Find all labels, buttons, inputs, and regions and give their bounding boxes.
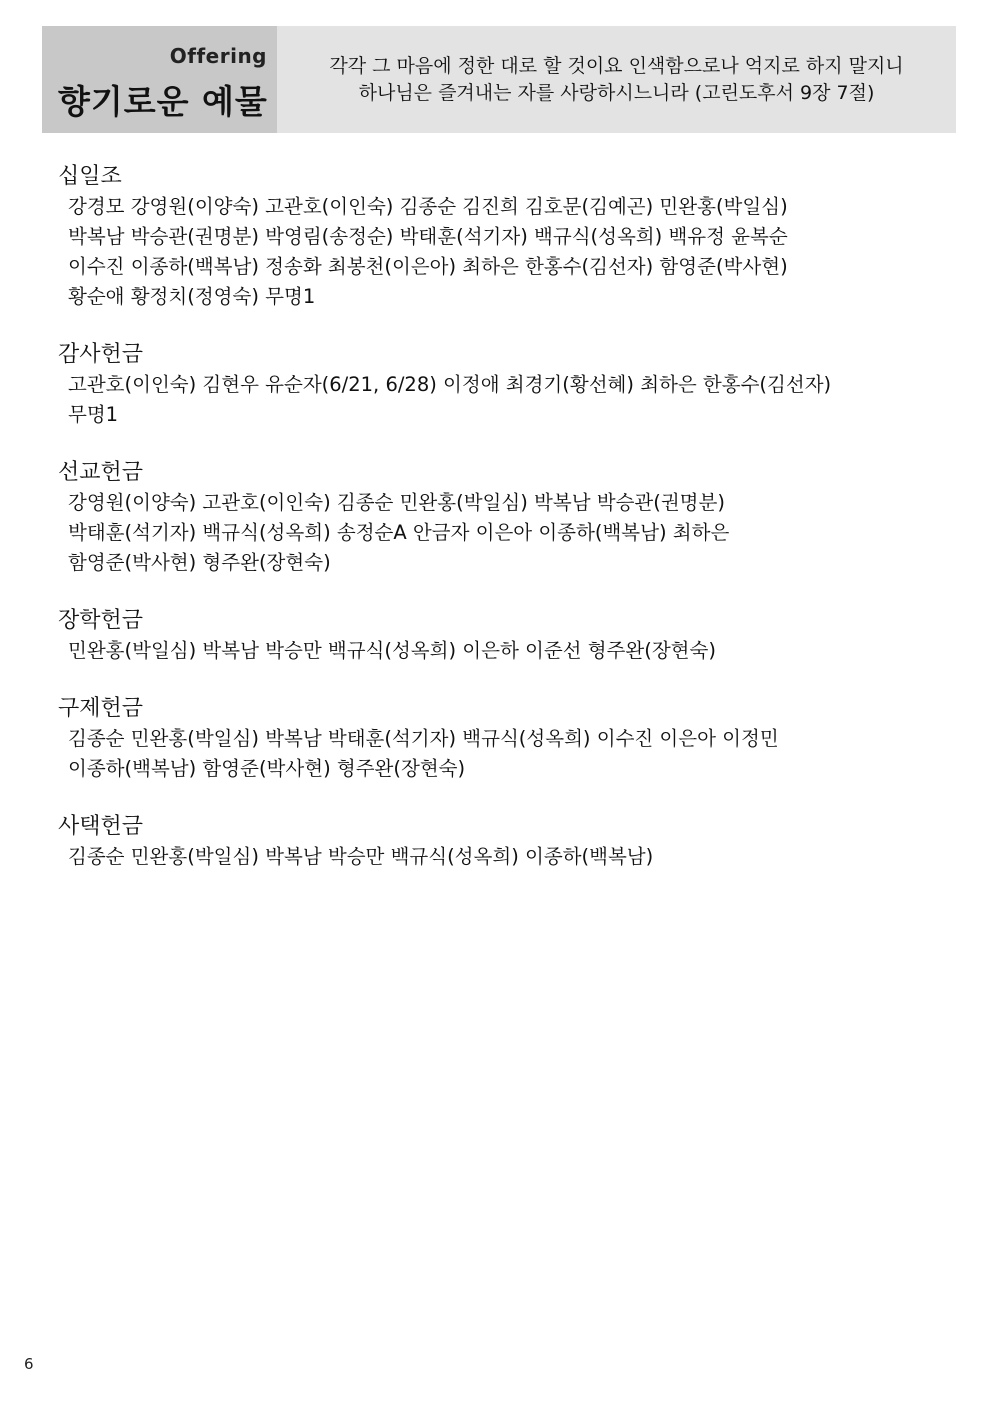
section-relief	[58, 694, 938, 784]
name-line: 함영준(박사현) 형주완(장현숙)	[68, 551, 331, 574]
name-line: 강경모 강영원(이양숙) 고관호(이인숙) 김종순 김진희 김호문(김예곤) 민완홍(박일심)	[68, 195, 788, 218]
name-line: 김종순 민완홍(박일심) 박복남 박승만 백규식(성옥희) 이종하(백복남)	[68, 845, 654, 868]
name-line: 강영원(이양숙) 고관호(이인숙) 김종순 민완홍(박일심) 박복남 박승관(권명분)	[68, 491, 725, 514]
name-line: 이수진 이종하(백복남) 정송화 최봉천(이은아) 최하은 한홍수(김선자) 함영준(박사현)	[68, 255, 788, 278]
section-thanksgiving	[58, 340, 938, 430]
name-line: 황순애 황정치(정영숙) 무명1	[68, 285, 316, 308]
name-line: 박태훈(석기자) 백규식(성옥희) 송정순A 안금자 이은아 이종하(백복남) 최하은	[68, 521, 730, 544]
header-subtitle: Offering	[169, 44, 267, 68]
name-line: 이종하(백복남) 함영준(박사현) 형주완(장현숙)	[68, 757, 466, 780]
section-title: 장학헌금	[58, 608, 144, 633]
offering-list	[58, 162, 938, 900]
section-scholarship	[58, 606, 938, 666]
page-number: 6	[24, 1355, 34, 1373]
verse-line: 하나님은 즐겨내는 자를 사랑하시느니라 (고린도후서 9장 7절)	[358, 81, 875, 104]
verse-line: 각각 그 마음에 정한 대로 할 것이요 인색함으로나 억지로 하지 말지니	[329, 54, 904, 77]
section-tithe	[58, 162, 938, 312]
section-title: 감사헌금	[58, 342, 144, 367]
name-line: 민완홍(박일심) 박복남 박승만 백규식(성옥희) 이은하 이준선 형주완(장현숙)	[68, 639, 716, 662]
page-header	[42, 26, 956, 133]
section-title: 구제헌금	[58, 696, 144, 721]
section-mission	[58, 458, 938, 578]
name-line: 김종순 민완홍(박일심) 박복남 박태훈(석기자) 백규식(성옥희) 이수진 이은아 이정민	[68, 727, 779, 750]
header-verse	[277, 26, 956, 133]
section-parsonage	[58, 812, 938, 872]
name-line: 고관호(이인숙) 김현우 유순자(6/21, 6/28) 이정애 최경기(황선혜) 최하은 한홍수(김선자)	[68, 373, 832, 396]
header-title: 향기로운 예물	[58, 82, 268, 121]
section-title: 선교헌금	[58, 460, 144, 485]
name-line: 무명1	[68, 403, 119, 426]
name-line: 박복남 박승관(권명분) 박영림(송정순) 박태훈(석기자) 백규식(성옥희) 백유정 윤복순	[68, 225, 788, 248]
section-title: 십일조	[58, 164, 122, 189]
header-title-block	[42, 26, 277, 133]
section-title: 사택헌금	[58, 814, 144, 839]
